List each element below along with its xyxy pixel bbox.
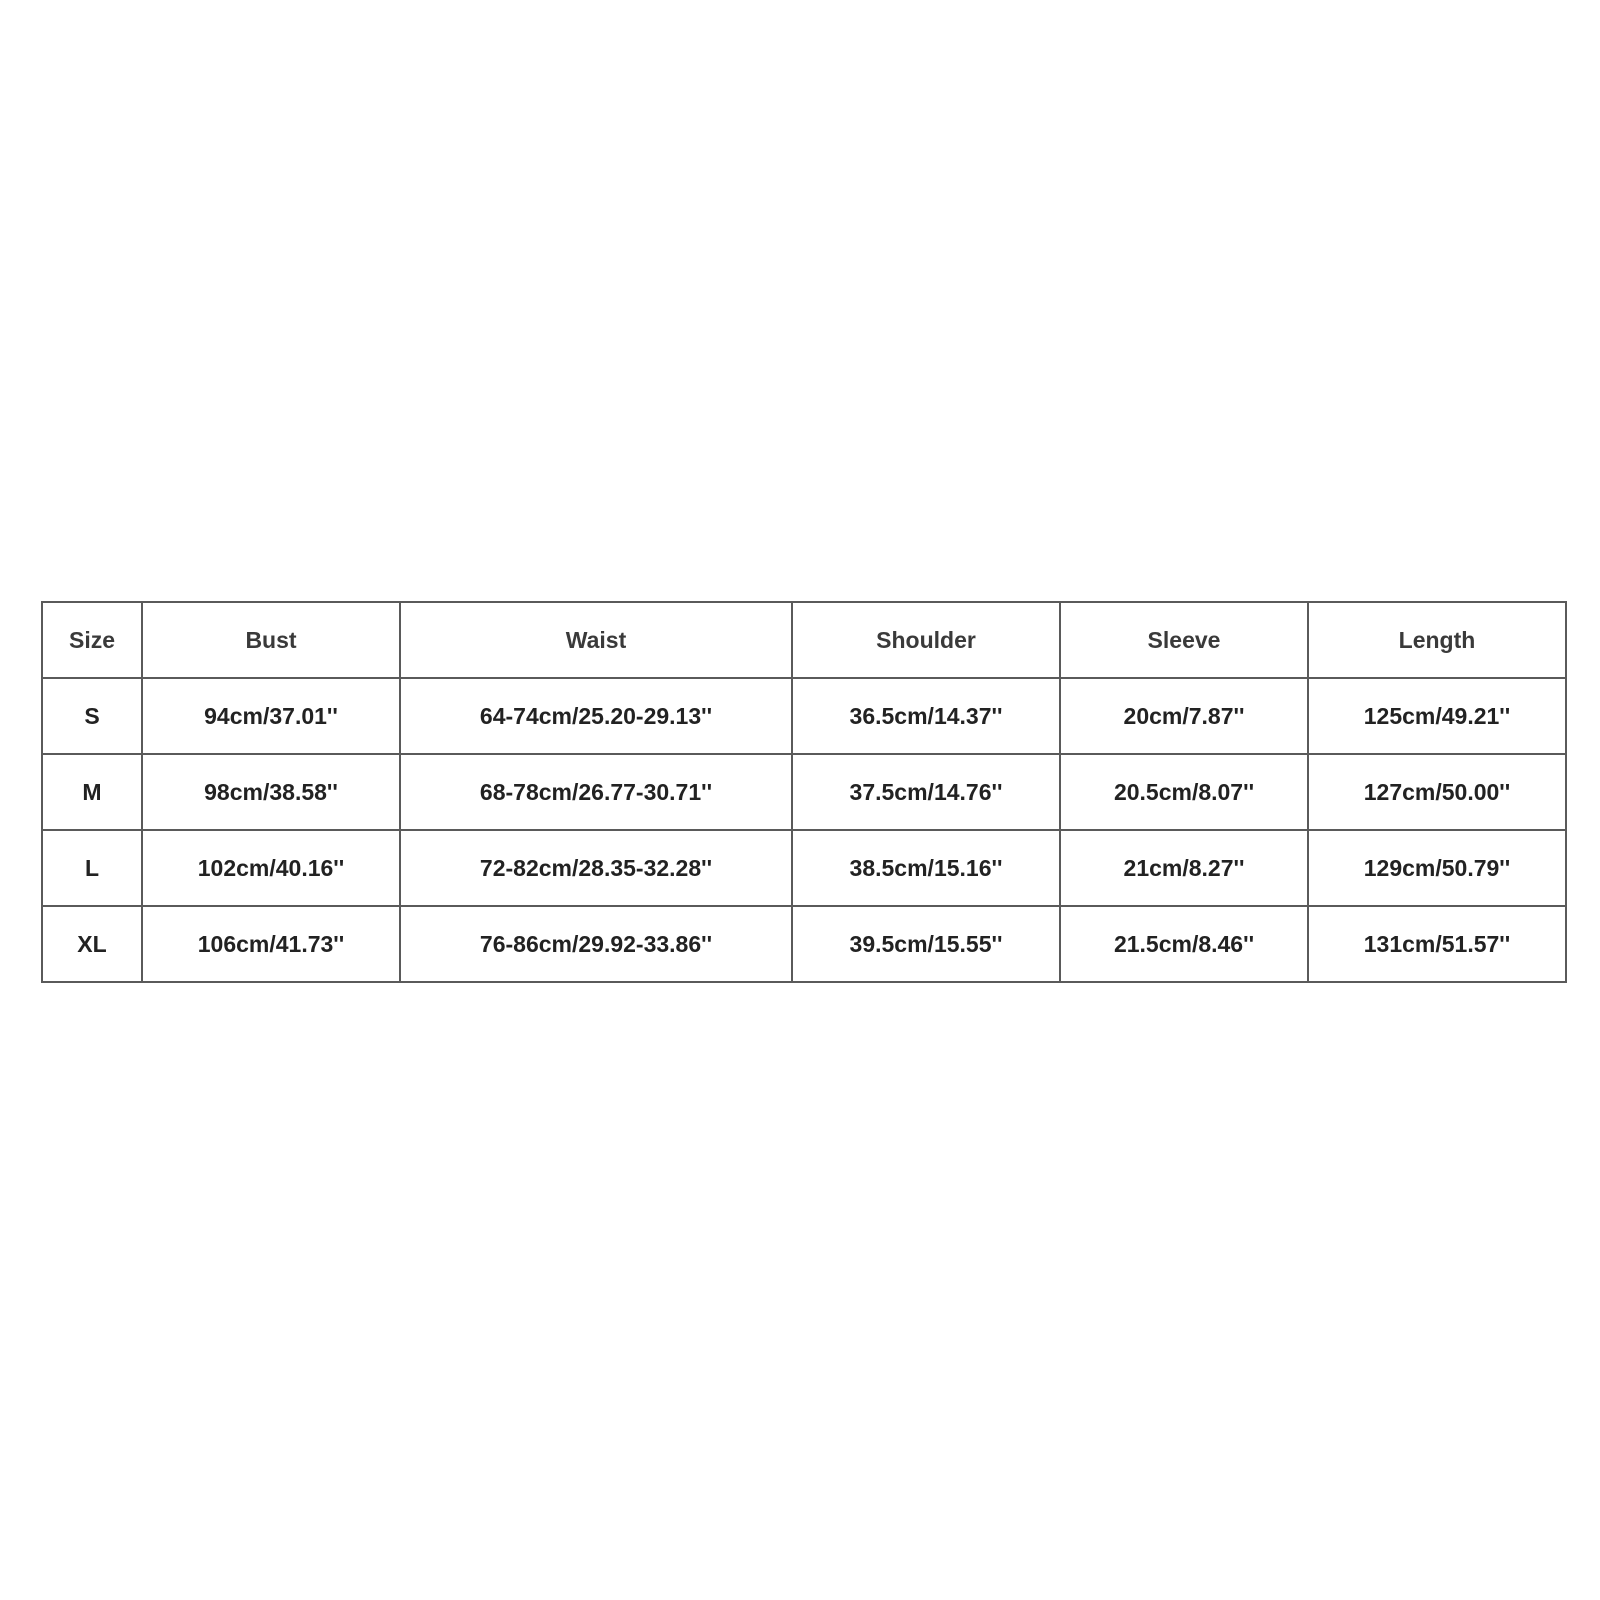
cell-size: L (42, 830, 142, 906)
cell-waist: 64-74cm/25.20-29.13'' (400, 678, 792, 754)
header-sleeve: Sleeve (1060, 602, 1308, 678)
cell-shoulder: 37.5cm/14.76'' (792, 754, 1060, 830)
header-bust: Bust (142, 602, 400, 678)
table-row-s (42, 678, 1566, 754)
header-row (42, 602, 1566, 678)
cell-bust: 94cm/37.01'' (142, 678, 400, 754)
cell-bust: 98cm/38.58'' (142, 754, 400, 830)
cell-sleeve: 20cm/7.87'' (1060, 678, 1308, 754)
header-waist: Waist (400, 602, 792, 678)
cell-shoulder: 38.5cm/15.16'' (792, 830, 1060, 906)
cell-sleeve: 20.5cm/8.07'' (1060, 754, 1308, 830)
cell-size: S (42, 678, 142, 754)
table-header (42, 602, 1566, 678)
cell-waist: 76-86cm/29.92-33.86'' (400, 906, 792, 982)
cell-bust: 106cm/41.73'' (142, 906, 400, 982)
cell-sleeve: 21.5cm/8.46'' (1060, 906, 1308, 982)
cell-length: 125cm/49.21'' (1308, 678, 1566, 754)
cell-shoulder: 36.5cm/14.37'' (792, 678, 1060, 754)
cell-sleeve: 21cm/8.27'' (1060, 830, 1308, 906)
header-shoulder: Shoulder (792, 602, 1060, 678)
cell-shoulder: 39.5cm/15.55'' (792, 906, 1060, 982)
cell-length: 129cm/50.79'' (1308, 830, 1566, 906)
cell-waist: 72-82cm/28.35-32.28'' (400, 830, 792, 906)
table-row-m (42, 754, 1566, 830)
header-size: Size (42, 602, 142, 678)
cell-length: 127cm/50.00'' (1308, 754, 1566, 830)
cell-size: M (42, 754, 142, 830)
header-length: Length (1308, 602, 1566, 678)
cell-waist: 68-78cm/26.77-30.71'' (400, 754, 792, 830)
size-chart-table (41, 601, 1567, 983)
cell-length: 131cm/51.57'' (1308, 906, 1566, 982)
cell-bust: 102cm/40.16'' (142, 830, 400, 906)
table-row-l (42, 830, 1566, 906)
table-row-xl (42, 906, 1566, 982)
cell-size: XL (42, 906, 142, 982)
table-body (42, 678, 1566, 982)
